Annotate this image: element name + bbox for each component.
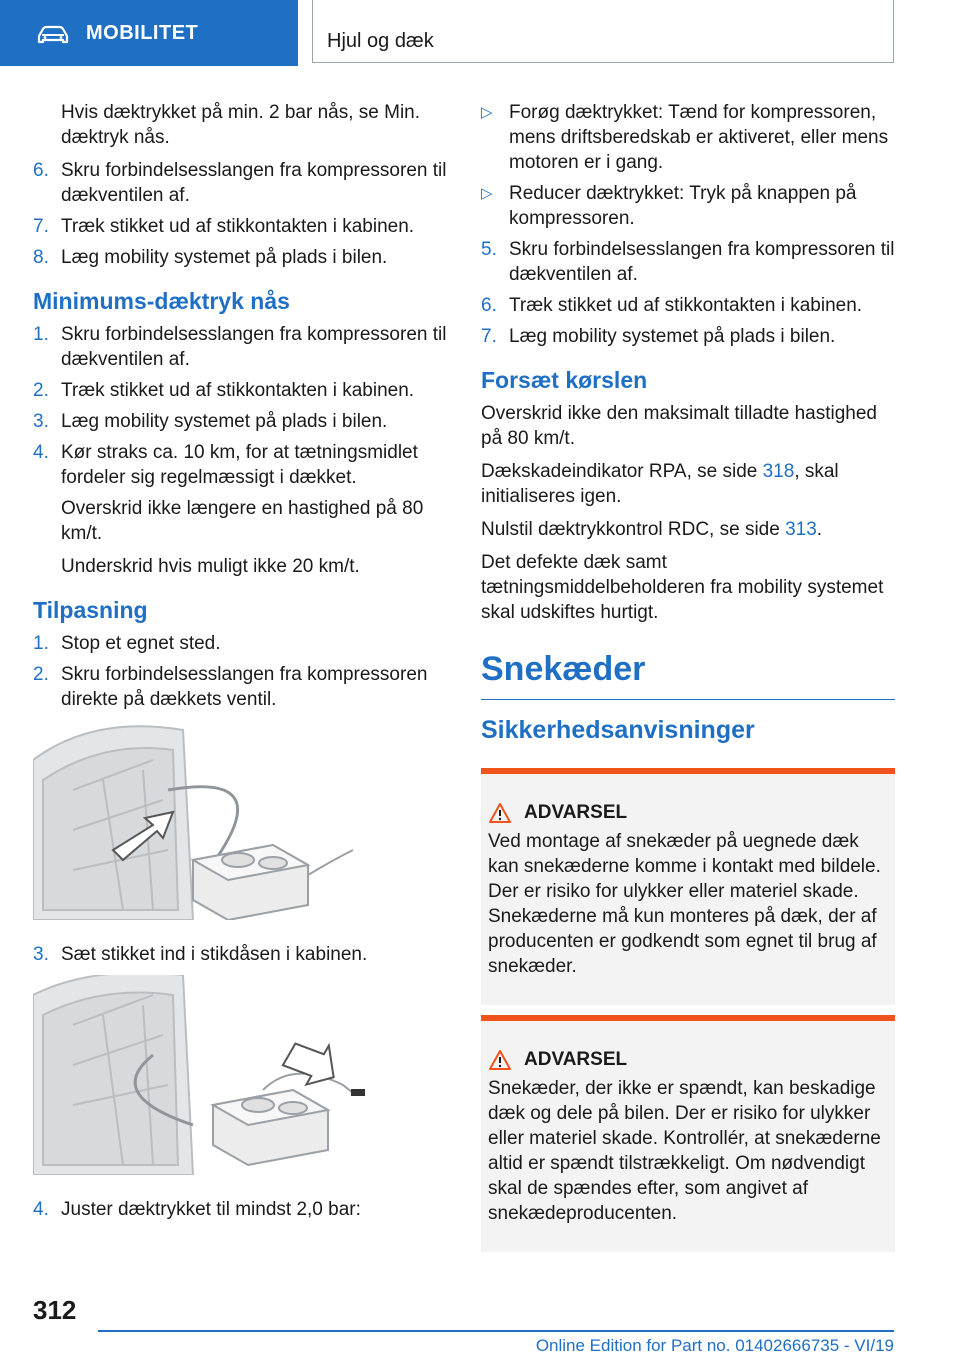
list-item: ▷ Forøg dæktrykket: Tænd for kompressoren, mens driftsberedskab er aktiveret, eller mens motoren er i gang. bbox=[481, 102, 889, 173]
heading-sikkerhed: Sikkerhedsanvisninger bbox=[481, 716, 755, 744]
list-item: 3. Sæt stikket ind i stikdåsen i kabinen. bbox=[33, 944, 368, 965]
list-item: 2. Skru forbindelsesslangen fra kompressoren direkte på dækkets ventil. bbox=[33, 664, 428, 710]
warning-text: Snekæder, der ikke er spændt, kan beskadige dæk og dele på bilen. Der er risiko for ulykker eller materiel skade. Kontrollér, at snekæderne altid er spændt tilstrækkeligt. Om nødvendigt skal de spændes efter, som angivet af snekædeproducenten. bbox=[488, 1078, 881, 1224]
illustration-plug-in-socket bbox=[33, 975, 453, 1175]
list-item: 1. Skru forbindelsesslangen fra kompressoren til dækventilen af. bbox=[33, 324, 447, 370]
illustration-hose-to-valve bbox=[33, 720, 453, 920]
page-link-318[interactable]: 318 bbox=[762, 461, 795, 482]
paragraph: Det defekte dæk samt tætningsmiddelbeholderen fra mobility systemet skal udskiftes hurtigt. bbox=[481, 552, 884, 623]
chapter-tab[interactable] bbox=[0, 0, 298, 66]
warning-box bbox=[481, 768, 895, 1005]
left-column bbox=[33, 100, 453, 1228]
warning-text: Ved montage af snekæder på uegnede dæk kan snekæderne komme i kontakt med bildele. Der er risiko for ulykker eller materiel skade. Snekæderne må kun monteres på dæk, der af producenten er godkendt som egnet til brug af snekæder. bbox=[488, 831, 881, 977]
paragraph: Overskrid ikke den maksimalt tilladte hastighed på 80 km/t. bbox=[481, 403, 878, 449]
section-title: Hjul og dæk bbox=[327, 30, 434, 52]
page-header bbox=[0, 0, 960, 66]
list-item: 7. Læg mobility systemet på plads i bilen. bbox=[481, 326, 836, 347]
intro-text: Hvis dæktrykket på min. 2 bar nås, se Min. dæktryk nås. bbox=[61, 102, 421, 148]
warning-triangle-icon bbox=[488, 1049, 512, 1071]
list-item: 1. Stop et egnet sted. bbox=[33, 633, 221, 654]
paragraph: Dækskadeindikator RPA, se side 318, skal initialiseres igen. bbox=[481, 461, 839, 507]
page-link-313[interactable]: 313 bbox=[785, 519, 817, 540]
list-item: 6. Skru forbindelsesslangen fra kompressoren til dækventilen af. bbox=[33, 160, 447, 206]
right-column bbox=[481, 100, 895, 1262]
footer-divider bbox=[98, 1330, 894, 1332]
list-item: 6. Træk stikket ud af stikkontakten i kabinen. bbox=[481, 295, 863, 316]
warning-title: ADVARSEL bbox=[524, 1049, 628, 1070]
chapter-title: MOBILITET bbox=[86, 22, 199, 44]
warning-triangle-icon bbox=[488, 802, 512, 824]
note-speed-max: Overskrid ikke længere en hastighed på 80 km/t. bbox=[61, 498, 424, 544]
heading-tilpasning: Tilpasning bbox=[33, 597, 148, 623]
paragraph: Nulstil dæktrykkontrol RDC, se side 313. bbox=[481, 519, 823, 540]
list-item: 3. Læg mobility systemet på plads i bilen. bbox=[33, 411, 388, 432]
list-item: 5. Skru forbindelsesslangen fra kompressoren til dækventilen af. bbox=[481, 239, 895, 285]
note-speed-min: Underskrid hvis muligt ikke 20 km/t. bbox=[61, 556, 360, 577]
warning-title: ADVARSEL bbox=[524, 802, 628, 823]
list-item: 7. Træk stikket ud af stikkontakten i kabinen. bbox=[33, 216, 415, 237]
heading-minimums: Minimums-dæktryk nås bbox=[33, 288, 290, 314]
section-tab[interactable] bbox=[312, 0, 894, 63]
list-item: ▷ Reducer dæktrykket: Tryk på knappen på kompressoren. bbox=[481, 183, 857, 229]
list-item: 8. Læg mobility systemet på plads i bilen. bbox=[33, 247, 388, 268]
edition-text: Online Edition for Part no. 01402666735 - VI/19 bbox=[535, 1336, 894, 1355]
list-item: 4. Kør straks ca. 10 km, for at tætningsmidlet fordeler sig regelmæssigt i dækket. bbox=[33, 442, 418, 488]
page-number: 312 bbox=[33, 1295, 77, 1325]
heading-forsaet: Forsæt kørslen bbox=[481, 367, 648, 393]
list-item: 4. Juster dæktrykket til mindst 2,0 bar: bbox=[33, 1199, 361, 1220]
warning-box bbox=[481, 1015, 895, 1252]
heading-snekaeder: Snekæder bbox=[481, 649, 895, 700]
car-icon bbox=[36, 25, 70, 52]
list-item: 2. Træk stikket ud af stikkontakten i kabinen. bbox=[33, 380, 415, 401]
